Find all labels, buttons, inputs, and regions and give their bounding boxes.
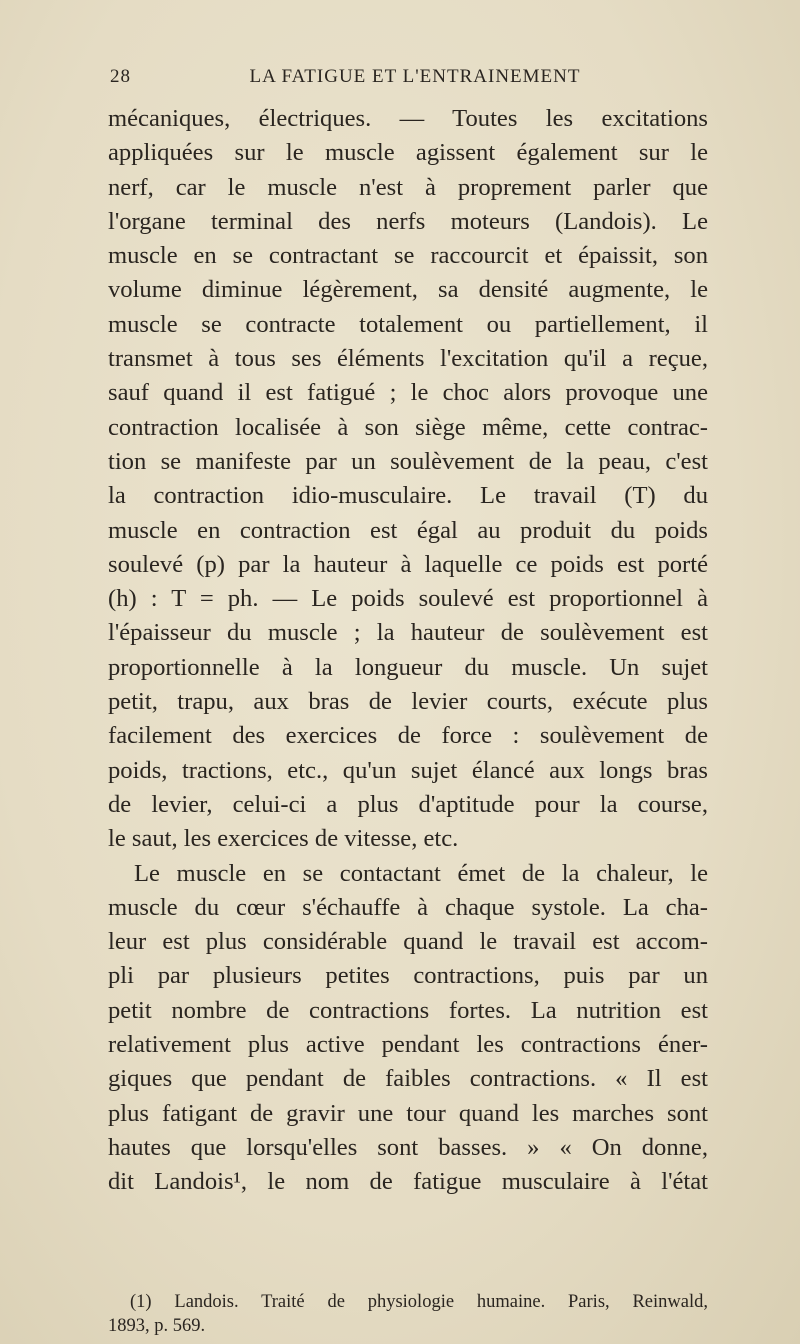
text-line: volume diminue légèrement, sa densité augmente, le bbox=[108, 276, 708, 304]
running-title: LA FATIGUE ET L'ENTRAINEMENT bbox=[249, 66, 581, 87]
text-line: nerf, car le muscle n'est à proprement parler que bbox=[108, 173, 708, 201]
text-line: le saut, les exercices de vitesse, etc. bbox=[108, 825, 459, 853]
text-line: l'épaisseur du muscle ; la hauteur de soulèvement est bbox=[108, 619, 708, 647]
text-line: proportionnelle à la longueur du muscle. Un sujet bbox=[108, 653, 708, 681]
text-line: muscle en se contractant se raccourcit et épaissit, son bbox=[108, 242, 708, 270]
text-line: leur est plus considérable quand le travail est accom- bbox=[108, 928, 708, 956]
text-line: la contraction idio-musculaire. Le travail (T) du bbox=[108, 482, 708, 510]
text-line: petit nombre de contractions fortes. La nutrition est bbox=[108, 996, 708, 1024]
footnotes bbox=[108, 1290, 708, 1338]
text-line: Le muscle en se contactant émet de la chaleur, le bbox=[134, 859, 708, 887]
text-line: de levier, celui-ci a plus d'aptitude pour la course, bbox=[108, 790, 708, 818]
text-line: poids, tractions, etc., qu'un sujet élancé aux longs bras bbox=[108, 756, 708, 784]
text-line: soulevé (p) par la hauteur à laquelle ce poids est porté bbox=[108, 550, 708, 578]
text-line: l'organe terminal des nerfs moteurs (Landois). Le bbox=[108, 207, 708, 235]
text-line: relativement plus active pendant les contractions éner- bbox=[108, 1031, 708, 1059]
text-line: muscle du cœur s'échauffe à chaque systole. La cha- bbox=[108, 893, 708, 921]
text-line: contraction localisée à son siège même, cette contrac- bbox=[108, 413, 708, 441]
text-line: (h) : T = ph. — Le poids soulevé est proportionnel à bbox=[108, 585, 708, 613]
text-line: hautes que lorsqu'elles sont basses. » « On donne, bbox=[108, 1133, 708, 1161]
text-line: pli par plusieurs petites contractions, puis par un bbox=[108, 962, 708, 990]
text-line: tion se manifeste par un soulèvement de la peau, c'est bbox=[108, 447, 708, 475]
text-line: petit, trapu, aux bras de levier courts, exécute plus bbox=[108, 688, 708, 716]
text-line: facilement des exercices de force : soulèvement de bbox=[108, 722, 708, 750]
text-line: muscle se contracte totalement ou partiellement, il bbox=[108, 310, 708, 338]
page-number: 28 bbox=[110, 66, 131, 87]
text-line: mécaniques, électriques. — Toutes les excitations bbox=[108, 105, 708, 132]
text-line: plus fatigant de gravir une tour quand les marches sont bbox=[108, 1099, 708, 1127]
text-line: dit Landois¹, le nom de fatigue musculaire à l'état bbox=[108, 1168, 708, 1196]
page-header bbox=[110, 66, 700, 92]
text-line: muscle en contraction est égal au produit du poids bbox=[108, 516, 708, 544]
text-line: transmet à tous ses éléments l'excitation qu'il a reçue, bbox=[108, 345, 708, 373]
footnote-line: (1) Landois. Traité de physiologie humaine. Paris, Reinwald, bbox=[130, 1292, 708, 1312]
text-line: sauf quand il est fatigué ; le choc alors provoque une bbox=[108, 379, 708, 407]
body-text bbox=[108, 102, 708, 1200]
text-line: giques que pendant de faibles contractions. « Il est bbox=[108, 1065, 708, 1093]
text-line: appliquées sur le muscle agissent également sur le bbox=[108, 139, 708, 167]
footnote-line: 1893, p. 569. bbox=[108, 1316, 206, 1336]
